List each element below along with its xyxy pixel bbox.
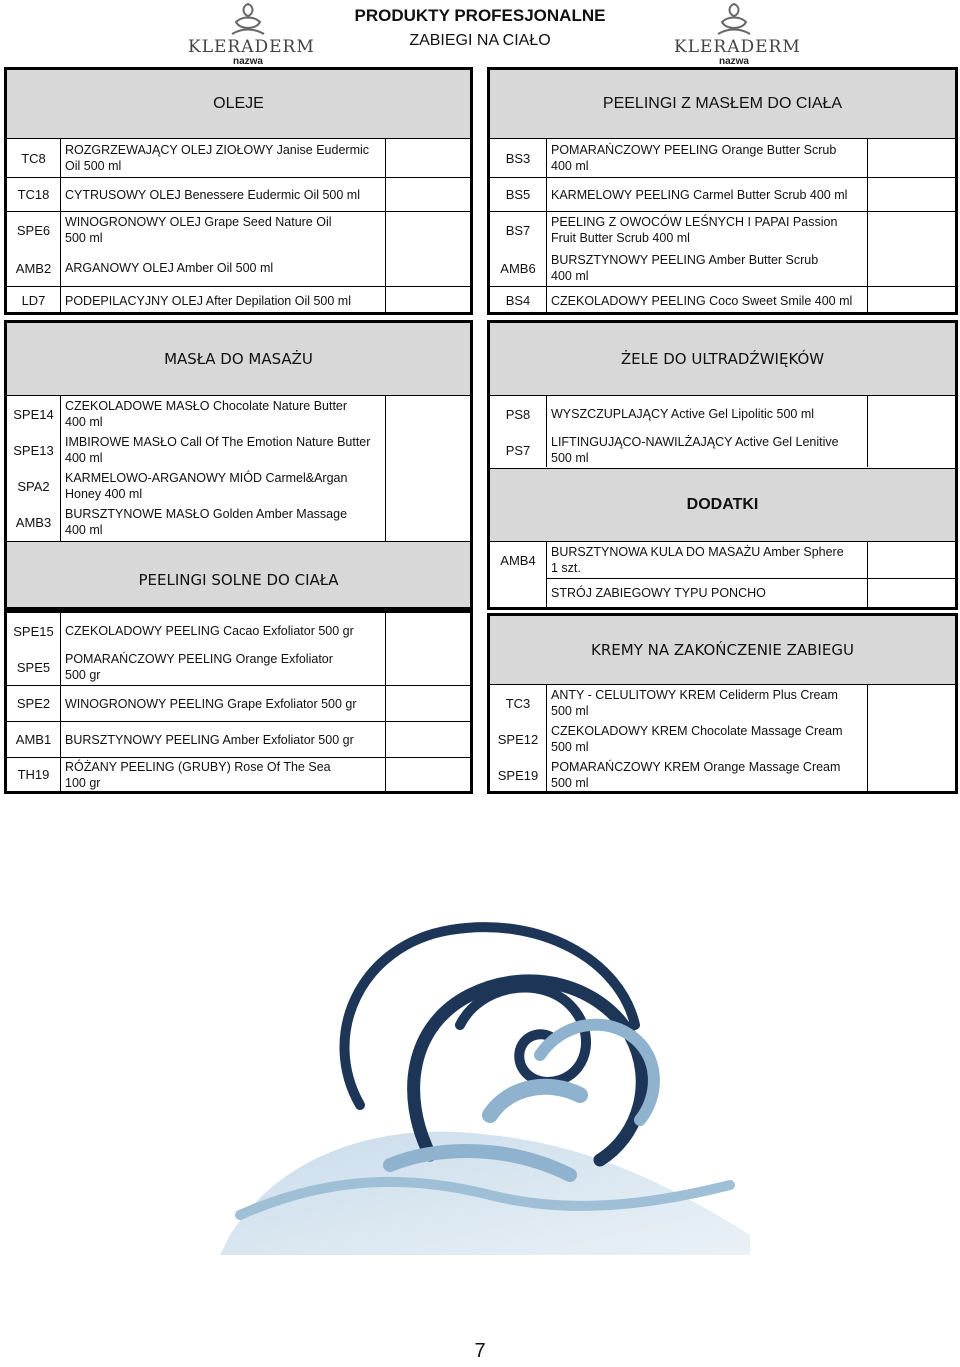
product-desc: WINOGRONOWY OLEJ Grape Seed Nature Oil 500 ml	[65, 215, 332, 245]
product-code: AMB2	[15, 260, 52, 276]
product-desc: POMARAŃCZOWY PEELING Orange Exfoliator 500 gr	[65, 652, 333, 682]
product-code: AMB1	[15, 732, 52, 747]
product-code: AMB6	[500, 260, 536, 276]
section-title-oleje: OLEJE	[213, 95, 264, 112]
panel-peelingi-solne	[4, 610, 473, 794]
product-desc: BURSZTYNOWE MASŁO Golden Amber Massage 400 ml	[65, 507, 348, 537]
product-code: AMB3	[15, 514, 52, 530]
product-desc: POMARAŃCZOWY PEELING Orange Butter Scrub 400 ml	[551, 143, 837, 173]
panel-masla	[4, 320, 473, 610]
product-code: TC18	[17, 187, 50, 202]
page-subtitle: ZABIEGI NA CIAŁO	[409, 32, 551, 49]
product-code: BS4	[505, 293, 531, 308]
product-code: SPA2	[17, 478, 50, 494]
logo-brand: KLERADERM	[188, 37, 315, 57]
product-code: LD7	[21, 293, 46, 308]
section-title-masla: MASŁA DO MASAŻU	[164, 350, 313, 368]
product-desc: BURSZTYNOWY PEELING Amber Butter Scrub 400 ml	[551, 253, 819, 283]
logo-label: nazwa	[718, 56, 749, 67]
product-desc: WYSZCZUPLAJĄCY Active Gel Lipolitic 500 ml	[551, 407, 815, 421]
panel-kremy	[487, 613, 958, 794]
page-number: 7	[474, 1340, 486, 1362]
product-code: PS8	[505, 406, 531, 422]
product-code: BS7	[505, 222, 531, 238]
product-desc: CZEKOLADOWY PEELING Coco Sweet Smile 400 ml	[551, 293, 853, 308]
product-code: PS7	[505, 442, 531, 458]
product-desc: IMBIROWE MASŁO Call Of The Emotion Nature Butter 400 ml	[65, 435, 371, 465]
product-code: SPE13	[13, 442, 54, 458]
panel-zele	[487, 320, 958, 610]
product-desc: ANTY - CELULITOWY KREM Celiderm Plus Cream 500 ml	[551, 688, 838, 718]
product-desc: KARMELOWY PEELING Carmel Butter Scrub 400 ml	[551, 187, 848, 202]
product-code: SPE15	[13, 623, 54, 639]
product-desc: PEELING Z OWOCÓW LEŚNYCH I PAPAI Passion Fruit Butter Scrub 400 ml	[551, 215, 838, 245]
product-code: TC8	[21, 150, 46, 166]
product-code: SPE14	[13, 406, 54, 422]
section-title-peelingi-maslem: PEELINGI Z MASŁEM DO CIAŁA	[602, 95, 843, 112]
product-desc: CYTRUSOWY OLEJ Benessere Eudermic Oil 500 ml	[65, 187, 361, 202]
section-title-kremy: KREMY NA ZAKOŃCZENIE ZABIEGU	[591, 641, 854, 659]
panel-peelingi-maslem	[487, 67, 958, 315]
section-title-dodatki: DODATKI	[686, 496, 759, 513]
product-desc: WINOGRONOWY PEELING Grape Exfoliator 500 gr	[65, 696, 357, 711]
page-title: PRODUKTY PROFESJONALNE	[354, 6, 606, 25]
product-desc: BURSZTYNOWA KULA DO MASAŻU Amber Sphere 1 szt.	[551, 545, 844, 575]
product-code: SPE2	[16, 696, 51, 711]
product-code: SPE12	[497, 731, 539, 747]
logo-label: nazwa	[232, 56, 263, 67]
section-title-peelingi-solne: PEELINGI SOLNE DO CIAŁA	[138, 570, 339, 589]
product-code: AMB4	[500, 552, 536, 568]
product-desc: BURSZTYNOWY PEELING Amber Exfoliator 500 gr	[65, 732, 354, 747]
product-desc: ARGANOWY OLEJ Amber Oil 500 ml	[65, 261, 274, 275]
product-code: SPE5	[16, 659, 51, 675]
product-desc: PODEPILACYJNY OLEJ After Depilation Oil 500 ml	[65, 293, 351, 308]
product-code: SPE19	[497, 767, 539, 783]
product-desc: CZEKOLADOWY KREM Chocolate Massage Cream 500 ml	[551, 724, 843, 754]
product-desc: CZEKOLADOWY PEELING Cacao Exfoliator 500 gr	[65, 624, 354, 638]
product-desc: ROZGRZEWAJĄCY OLEJ ZIOŁOWY Janise Eudermic Oil 500 ml	[65, 143, 370, 173]
product-code: SPE6	[16, 222, 51, 238]
panel-oleje	[4, 67, 473, 315]
product-desc: RÓŻANY PEELING (GRUBY) Rose Of The Sea 100 gr	[65, 759, 331, 790]
product-desc: POMARAŃCZOWY KREM Orange Massage Cream 500 ml	[551, 760, 841, 790]
massage-figure-illustration	[210, 905, 760, 1265]
logo-brand: KLERADERM	[674, 37, 801, 57]
product-code: TH19	[17, 767, 50, 782]
product-code: TC3	[505, 695, 531, 711]
product-desc: LIFTINGUJĄCO-NAWILŻAJĄCY Active Gel Lenitive 500 ml	[551, 435, 839, 465]
product-desc: CZEKOLADOWE MASŁO Chocolate Nature Butter 400 ml	[65, 399, 348, 429]
section-title-zele: ŻELE DO ULTRADŹWIĘKÓW	[620, 350, 825, 368]
product-desc: STRÓJ ZABIEGOWY TYPU PONCHO	[551, 586, 766, 600]
product-code: BS3	[505, 150, 531, 166]
product-desc: KARMELOWO-ARGANOWY MIÓD Carmel&Argan Honey 400 ml	[65, 471, 348, 501]
product-code: BS5	[505, 187, 531, 202]
